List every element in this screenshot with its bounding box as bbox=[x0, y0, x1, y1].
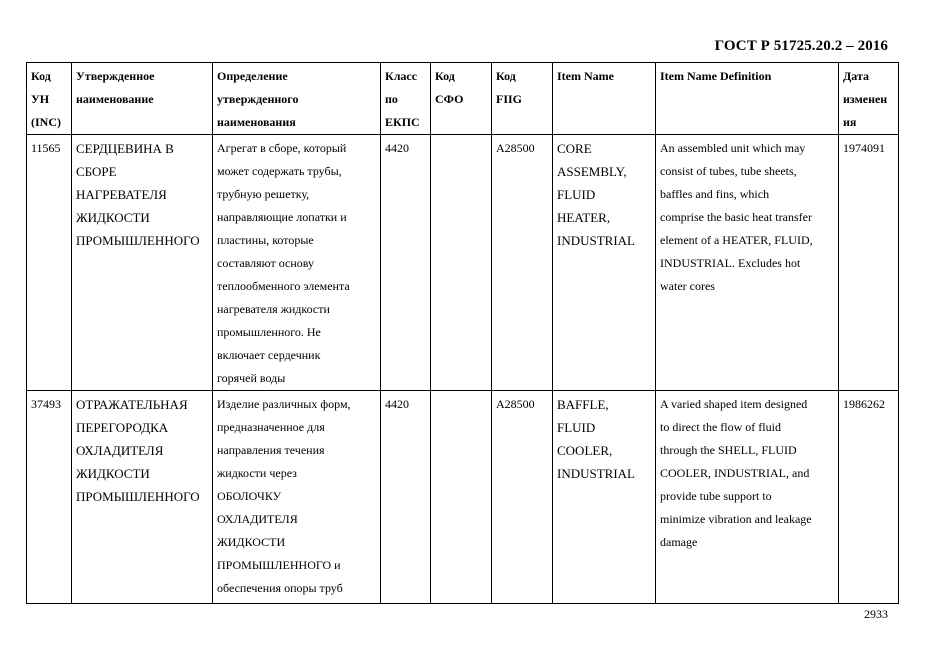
cell-text: ОТРАЖАТЕЛЬНАЯ ПЕРЕГОРОДКА ОХЛАДИТЕЛЯ ЖИДКОСТИ ПРОМЫШЛЕННОГО bbox=[76, 397, 200, 504]
column-header-label: Item Name bbox=[557, 69, 614, 83]
column-header-change-date bbox=[839, 63, 899, 135]
table-row bbox=[27, 135, 899, 391]
cell-text: 11565 bbox=[31, 141, 61, 155]
column-header-label: Определение утвержденного наименования bbox=[217, 69, 299, 129]
cell-fiig-code bbox=[492, 391, 553, 604]
cell-item-name-definition bbox=[656, 391, 839, 604]
cell-text: Изделие различных форм, предназначенное для направления течения жидкости через ОБОЛОЧКУ ОХЛАДИТЕЛЯ ЖИДКОСТИ ПРОМЫШЛЕННОГО и обеспечения опоры труб bbox=[217, 397, 351, 595]
cell-inc bbox=[27, 391, 72, 604]
column-header-item-name bbox=[553, 63, 656, 135]
cell-text: 1986262 bbox=[843, 397, 885, 411]
cell-ekps-class bbox=[381, 391, 431, 604]
cell-item-name bbox=[553, 135, 656, 391]
column-header-fiig-code bbox=[492, 63, 553, 135]
page-number: 2933 bbox=[864, 607, 888, 621]
cell-change-date bbox=[839, 391, 899, 604]
column-header-label: Утвержденное наименование bbox=[76, 69, 155, 106]
cell-sfo-code bbox=[431, 135, 492, 391]
cell-name-ru bbox=[72, 391, 213, 604]
column-header-definition-ru bbox=[213, 63, 381, 135]
cell-definition-ru bbox=[213, 135, 381, 391]
cell-item-name bbox=[553, 391, 656, 604]
column-header-label: Класс по ЕКПС bbox=[385, 69, 420, 129]
cell-change-date bbox=[839, 135, 899, 391]
table-header-row bbox=[27, 63, 899, 135]
cell-text: 1974091 bbox=[843, 141, 885, 155]
column-header-label: Код FIIG bbox=[496, 69, 523, 106]
column-header-name-ru bbox=[72, 63, 213, 135]
catalog-table bbox=[26, 62, 899, 604]
cell-text: BAFFLE, FLUID COOLER, INDUSTRIAL bbox=[557, 397, 635, 481]
cell-text: A varied shaped item designed to direct the flow of fluid through the SHELL, FLUID COOLER, INDUSTRIAL, and provide tube support to minimize vibration and leakage damage bbox=[660, 397, 812, 549]
cell-text: CORE ASSEMBLY, FLUID HEATER, INDUSTRIAL bbox=[557, 141, 635, 248]
cell-text: 37493 bbox=[31, 397, 61, 411]
cell-text: Агрегат в сборе, который может содержать трубы, трубную решетку, направляющие лопатки и пластины, которые составляют основу теплообменного элемента нагревателя жидкости промышленного. Не включает сердечник горячей воды bbox=[217, 141, 350, 385]
column-header-sfo-code bbox=[431, 63, 492, 135]
column-header-label: Item Name Definition bbox=[660, 69, 772, 83]
column-header-label: Код СФО bbox=[435, 69, 464, 106]
document-header: ГОСТ Р 51725.20.2 – 2016 bbox=[714, 38, 888, 54]
table-row bbox=[27, 391, 899, 604]
cell-text: 4420 bbox=[385, 397, 409, 411]
column-header-ekps-class bbox=[381, 63, 431, 135]
cell-ekps-class bbox=[381, 135, 431, 391]
cell-inc bbox=[27, 135, 72, 391]
column-header-label: Дата изменен ия bbox=[843, 69, 888, 129]
cell-text: СЕРДЦЕВИНА В СБОРЕ НАГРЕВАТЕЛЯ ЖИДКОСТИ ПРОМЫШЛЕННОГО bbox=[76, 141, 200, 248]
column-header-item-name-definition bbox=[656, 63, 839, 135]
cell-sfo-code bbox=[431, 391, 492, 604]
cell-text: An assembled unit which may consist of tubes, tube sheets, baffles and fins, which comprise the basic heat transfer element of a HEATER, FLUID, INDUSTRIAL. Excludes hot water cores bbox=[660, 141, 813, 293]
column-header-inc bbox=[27, 63, 72, 135]
cell-text: A28500 bbox=[496, 141, 535, 155]
cell-text: 4420 bbox=[385, 141, 409, 155]
cell-definition-ru bbox=[213, 391, 381, 604]
cell-name-ru bbox=[72, 135, 213, 391]
cell-fiig-code bbox=[492, 135, 553, 391]
cell-text: A28500 bbox=[496, 397, 535, 411]
cell-item-name-definition bbox=[656, 135, 839, 391]
column-header-label: Код УН (INC) bbox=[31, 69, 61, 129]
